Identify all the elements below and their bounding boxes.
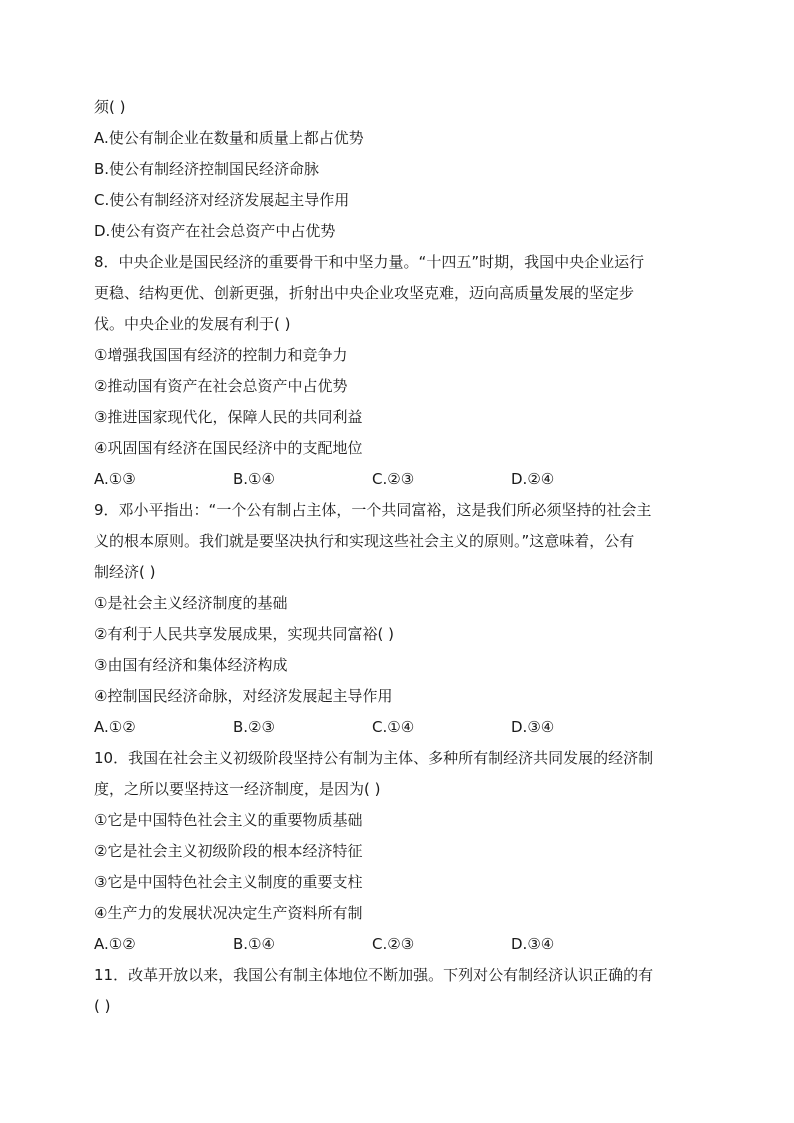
q9-stem-line-3: 制经济( ) xyxy=(94,563,156,581)
q9-choice-a: A.①② xyxy=(94,718,136,736)
q7-option-a: A.使公有制企业在数量和质量上都占优势 xyxy=(94,129,364,147)
q11-stem-line-1: 11．改革开放以来，我国公有制主体地位不断加强。下列对公有制经济认识正确的有 xyxy=(94,966,654,984)
q9-item-3: ③由国有经济和集体经济构成 xyxy=(94,656,288,674)
q10-item-1: ①它是中国特色社会主义的重要物质基础 xyxy=(94,811,363,829)
q8-stem-line-3: 伐。中央企业的发展有利于( ) xyxy=(94,315,291,333)
q9-choice-c: C.①④ xyxy=(372,718,415,736)
q10-stem-line-1: 10．我国在社会主义初级阶段坚持公有制为主体、多种所有制经济共同发展的经济制 xyxy=(94,749,654,767)
q10-choice-b: B.①④ xyxy=(233,935,275,953)
q9-choice-b: B.②③ xyxy=(233,718,275,736)
q10-choice-d: D.③④ xyxy=(511,935,555,953)
q10-choice-c: C.②③ xyxy=(372,935,415,953)
q9-item-1: ①是社会主义经济制度的基础 xyxy=(94,594,288,612)
q8-item-2: ②推动国有资产在社会总资产中占优势 xyxy=(94,377,348,395)
q9-choices xyxy=(94,712,700,743)
q10-item-4: ④生产力的发展状况决定生产资料所有制 xyxy=(94,904,363,922)
q8-choices xyxy=(94,464,700,495)
q7-option-c: C.使公有制经济对经济发展起主导作用 xyxy=(94,191,350,209)
q10-stem-line-2: 度，之所以要坚持这一经济制度，是因为( ) xyxy=(94,780,381,798)
q8-item-3: ③推进国家现代化，保障人民的共同利益 xyxy=(94,408,363,426)
q8-stem-line-1: 8．中央企业是国民经济的重要骨干和中坚力量。“十四五”时期，我国中央企业运行 xyxy=(94,253,645,271)
q8-item-4: ④巩固国有经济在国民经济中的支配地位 xyxy=(94,439,363,457)
q10-choice-a: A.①② xyxy=(94,935,136,953)
q7-option-b: B.使公有制经济控制国民经济命脉 xyxy=(94,160,320,178)
q8-choice-a: A.①③ xyxy=(94,470,136,488)
q9-choice-d: D.③④ xyxy=(511,718,555,736)
q9-stem-line-2: 义的根本原则。我们就是要坚决执行和实现这些社会主义的原则。”这意味着，公有 xyxy=(94,532,635,550)
q9-item-2: ②有利于人民共享发展成果，实现共同富裕( ) xyxy=(94,625,394,643)
q9-item-4: ④控制国民经济命脉，对经济发展起主导作用 xyxy=(94,687,393,705)
q9-stem-line-1: 9．邓小平指出：“一个公有制占主体，一个共同富裕，这是我们所必须坚持的社会主 xyxy=(94,501,652,519)
q8-choice-c: C.②③ xyxy=(372,470,415,488)
q11-stem-line-2: ( ) xyxy=(94,997,111,1015)
q7-option-d: D.使公有资产在社会总资产中占优势 xyxy=(94,222,336,240)
q10-item-2: ②它是社会主义初级阶段的根本经济特征 xyxy=(94,842,363,860)
question-content xyxy=(94,92,700,1022)
q8-item-1: ①增强我国国有经济的控制力和竞争力 xyxy=(94,346,348,364)
q10-choices xyxy=(94,929,700,960)
q8-stem-line-2: 更稳、结构更优、创新更强，折射出中央企业攻坚克难，迈向高质量发展的坚定步 xyxy=(94,284,635,302)
q8-choice-b: B.①④ xyxy=(233,470,275,488)
q7-stem-tail: 须( ) xyxy=(94,98,126,116)
q8-choice-d: D.②④ xyxy=(511,470,555,488)
q10-item-3: ③它是中国特色社会主义制度的重要支柱 xyxy=(94,873,363,891)
